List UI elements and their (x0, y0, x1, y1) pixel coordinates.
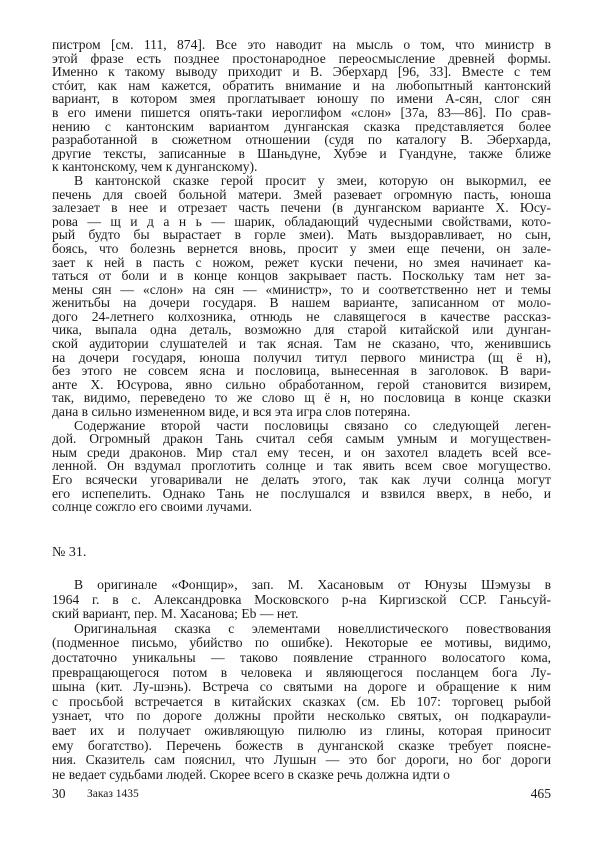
text-line: на дочери государя, юноша получил титул первого министра (щ ё н), (52, 350, 551, 365)
text-line: В кантонской сказке герой просит у змеи, которую он выкормил, ее (74, 173, 551, 188)
text-line: ным среди драконов. Мир стал ему тесен, и он захотел владеть всей все- (52, 445, 551, 460)
text-line: другие тексты, записанные в Шаньдуне, Хубэе и Гуандуне, также ближе (52, 146, 551, 161)
text-line: Оригинальная сказка с элементами новеллистического повествования (74, 621, 551, 636)
text-line: чика, выпала одна деталь, возможно для старой китайской или дунган- (52, 323, 551, 338)
text-line: (подменное письмо, убийство по ошибке). Некоторые ее мотивы, видимо, (52, 636, 551, 651)
text-line: женитьбы на дочери государя. В нашем варианте, записанном от моло- (52, 296, 551, 310)
text-line: узнает, что по дороге должны пройти несколько святых, он подкараули- (52, 709, 551, 724)
paragraph (52, 419, 551, 514)
text-line: боясь, что болезнь вернется вновь, просит у змеи еще печени, он зале- (52, 241, 551, 256)
text-line: в его имени пишется опять-таки иероглифом «слон» [37а, 83—86]. По срав- (52, 105, 551, 120)
text-line: вариант, в котором змея проглатывает юношу по имени А-сян, слог сян (52, 92, 551, 106)
text-line: рый будто бы вырастает в горле змеи). Мать выздоравливает, но сын, (52, 228, 551, 242)
text-line: Его всячески уговаривали не делать этого, так как лучи солнца могут (52, 473, 551, 487)
page-body-lower (52, 578, 551, 782)
text-line: не ведает судьбами людей. Скорее всего в сказке речь должна идти о (52, 767, 450, 782)
text-line: В оригинале «Фонщир», зап. М. Хасановым от Юнузы Шэмузы в (74, 578, 551, 592)
paragraph (52, 38, 551, 174)
text-line: нению с кантонским вариантом дунганская сказка представляется более (52, 119, 551, 134)
text-line: мены сян — «слон» на сян — «министр», то и соответственно нет и темы (52, 282, 551, 297)
text-line: ленной. Он вздумал проглотить солнце и так явить всем свое могущество. (52, 459, 551, 473)
text-line: ния. Сказитель сам пояснил, что Лушын — это бог дороги, но бог дороги (52, 753, 551, 768)
text-line: ему богатство). Перечень божеств в дунганской сказке требует поясне- (52, 738, 551, 753)
text-line: ский вариант, пер. М. Хасанова; Eb — нет. (52, 607, 299, 622)
text-line: пистром [см. 111, 874]. Все это наводит на мысль о том, что министр в (52, 38, 551, 52)
text-line: с просьбой встречается в китайских сказках (см. Eb 107: торговец рыбой (52, 694, 551, 709)
text-line: стóит, как нам кажется, обратить внимание и на любопытный кантонский (52, 78, 551, 93)
section-heading: № 31. (52, 545, 87, 560)
text-line: рова — щ и д а н ь — шарик, обладающий чудесными свойствами, кото- (52, 214, 551, 229)
text-line: Содержание второй части пословицы связано со следующей леген- (74, 418, 551, 433)
text-line: Именно к такому выводу приходит и В. Эберхард [96, 33]. Вместе с тем (52, 65, 551, 79)
text-line: зает к ней в пасть с ножом, режет куски печени, но змея начинает ка- (52, 255, 551, 270)
paragraph (52, 174, 551, 419)
page-footer (52, 786, 551, 802)
text-line: разработанной в сюжетном отношении (судя по каталогу В. Эберхарда, (52, 133, 551, 147)
text-line: к кантонскому, чем к дунганскому). (52, 160, 258, 174)
paragraph (52, 622, 551, 783)
text-line: вает их и получает оживляющую пилюлю из глины, которая приносит (52, 723, 551, 738)
text-line: ской аудитории слушателей и так ясная. Там не сказано, что, женившись (52, 337, 551, 351)
text-line: его испепелить. Однако Тань не послушался и взвился вверх, в небо, и (52, 486, 551, 501)
text-line: дана в сильно измененном виде, и вся эта игра слов потеряна. (52, 405, 411, 419)
paragraph (52, 578, 551, 622)
text-line: таться от боли и в конце концов закрывает пасть. Поскольку там нет за- (52, 269, 551, 283)
text-line: превращающегося потом в человека и являющегося посланцем бога Лу- (52, 665, 551, 680)
text-line: этой фразе есть позднее простонародное переосмысление древней формы. (52, 51, 551, 66)
text-line: шына (кит. Лу-шэнь). Встреча со святыми на дороге и обращение к ним (52, 680, 551, 695)
text-line: анте Х. Юсурова, явно сильно обработанном, герой становится визирем, (52, 377, 551, 392)
signature-mark: 30 (52, 786, 66, 801)
text-line: дого 24-летнего колхозника, отнюдь не славящегося в качестве рассказ- (52, 309, 551, 324)
text-line: печень для своей больной матери. Змей разевает огромную пасть, юноша (52, 187, 551, 202)
text-line: так, видимо, переведено то же слово щ ё н, но пословица в конце сказки (52, 391, 551, 406)
text-line: достаточно уникальны — таково появление странного волосатого кома, (52, 650, 551, 665)
text-line: 1964 г. в с. Александровка Московского р-на Киргизской ССР. Ганьсуй- (52, 592, 551, 607)
text-line: без этого не совсем ясна и пословица, вынесенная в заголовок. В вари- (52, 364, 551, 378)
text-line: солнце сожгло его своими лучами. (52, 500, 253, 514)
text-line: залезает в нее и отрезает часть печени (в дунганском варианте Х. Юсу- (52, 201, 551, 215)
text-line: дой. Огромный дракон Тань считал себя самым умным и могуществен- (52, 432, 551, 446)
print-order: Заказ 1435 (87, 788, 139, 800)
page-number: 465 (530, 786, 551, 801)
page-body-upper (52, 38, 551, 514)
